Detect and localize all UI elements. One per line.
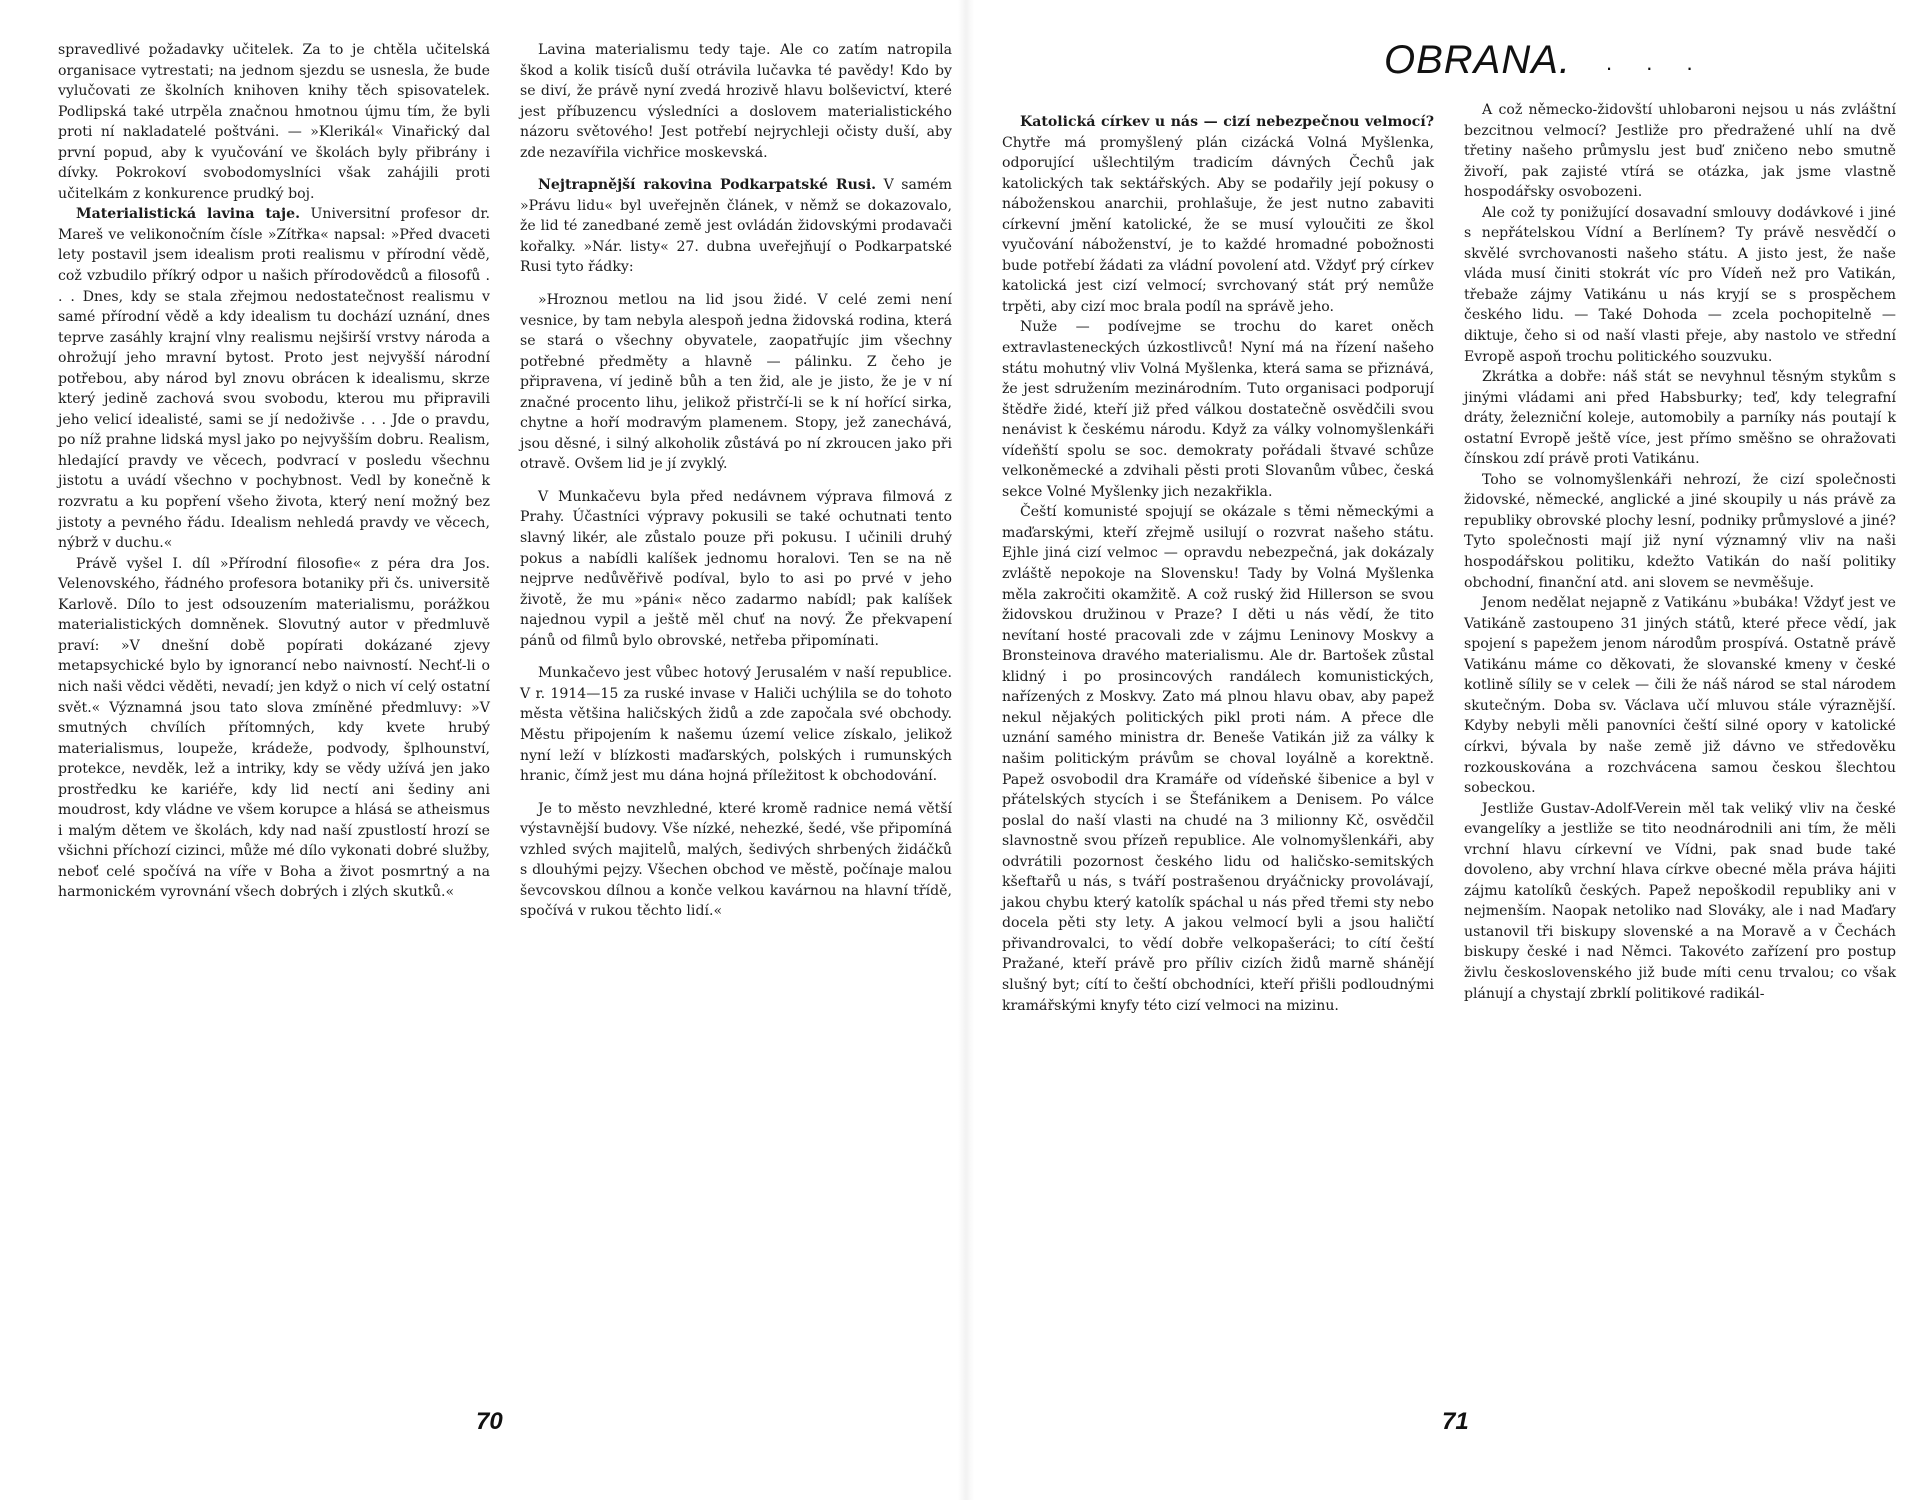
- paragraph-title: Materialistická lavina taje.: [76, 206, 301, 223]
- paragraph-body: Universitní profesor dr. Mareš ve velikonočním čísle »Zítřka« napsal: »Před dvaceti lety postavil jsem idealism proti realismu v přírodní vědě, což vzbudilo příkrý odpor u našich přírodovědců a filosofů . . . Dnes, kdy se stala zřejmou nedostatečnost realismu v samé přírodní vědě a kdy idealism tu dochází uznání, dnes teprve zasáhly krajní vlny realismu nejširší vrstvy národa a ohrožují jeho mravní bytost. Proto jest nejvyšší národní potřebou, aby národ byl znovu obrácen k idealismu, skrze který jedině zachová svou svobodu, kterou mu připravili jeho velicí idealisté, sami se jí nedoživše . . . Jde o pravdu, po níž prahne lidská mysl jako po nejvyšším dobru. Realism, hledající pravdy ve věcech, podvrací v posledu všechnu jistotu a uvádí všechno v pochybnost. Vedl by konečně k rozvratu a ku popření všeho života, který není možný bez jistoty a pevného řádu. Idealism nehledá pravdy ve věcech, nýbrž v duchu.«: [58, 206, 490, 552]
- right-page: [966, 0, 1932, 1500]
- paragraph-katolicka-cirkev: [1002, 112, 1434, 317]
- page-number: 70: [476, 1408, 503, 1435]
- paragraph: V Munkačevu byla před nedávnem výprava filmová z Prahy. Účastníci výpravy pokusili se také ochutnati tento slavný likér, ale zůstalo pouze při pokusu. I učinili druhý pokus a nabídli kalíšek jednomu horalovi. Ten se na ně nejprve nedůvěřivě podíval, bylo to asi po prvé v jeho životě, že mu »páni« něco zadarmo nabídl; pak kalíšek najednou vypil a ještě měl chuť na nový. Že překvapení pánů od filmů bylo obrovské, netřeba připomínati.: [520, 488, 952, 649]
- paragraph: »Hroznou metlou na lid jsou židé. V celé zemi není vesnice, by tam nebyla alespoň jedna židovská rodina, která se stará o všechny obyvatele, zaopatřujíc jim všechny potřebné předměty a hlavně — pálinku. Z čeho je připravena, ví jedině bůh a ten žid, ale je jisto, že je v ní značné procento lihu, jelikož přistrčí-li se k ní hořící sirka, chytne a hoří modravým plamenem. Stopy, jež zanechává, jsou děsné, i silný alkoholik zůstává po ní zkroucen jako při otravě. Ovšem lid je jí zvyklý.: [520, 292, 952, 473]
- paragraph: Toho se volnomyšlenkáři nehrozí, že cizí společnosti židovské, německé, anglické a jiné skoupily u nás právě za republiky obrovské plochy lesní, podniky průmyslové a jiné? Tyto společnosti mají již nyní významný vliv na naši hospodářskou politiku, kdežto Vatikán do naší politiky obchodní, finanční atd. ani slovem se nevměšuje.: [1464, 471, 1896, 591]
- paragraph: Čeští komunisté spojují se okázale s těmi německými a maďarskými, kteří zřejmě usilují o rozvrat našeho státu. Ejhle jiná cizí velmoc — opravdu nebezpečná, jak dokázaly zvláště nepokoje na Slovensku! Tady by Volná Myšlenka měla zakročiti okamžitě. A což ruský žid Hillerson se svou židovskou družinou v Praze? I děti u nás vědí, že tito nevítaní hosté pracovali zde v zájmu Leninovy Moskvy a Bronsteinova dravého materialismu. Ale dr. Bartošek zůstal klidný i po prosincových randálech komunistických, nařízených z Moskvy. Zato má plnou hlavu obav, aby papež nekul nějakých politických pikl proti nám. A přece dle uznání samého ministra dr. Beneše Vatikán již za války k našim politickým právům se choval loyálně a korektně. Papež osvobodil dra Kramáře od vídeňské šibenice a byl v přátelských stycích i se Štefánikem a Denisem. Po válce poslal do naší vlasti na chudé na 3 milionny Kč, osvědčil slavnostně svou přízeň republice. Ale volnomyšlenkáři, aby odvrátili pozornost českého lidu od haličsko-semitských kšeftařů u nás, s tváří postrašenou dryáčnicky provolávají, jakou chybu který katolík spáchal u nás před třemi sty nebo docela pěti sty lety. A jakou velmocí byli a jsou haličtí přivandrovalci, to vědí dobře velkopašeráci; to cítí čeští Pražané, kteří právě pro příliv cizích židů marně shánějí slušný byt; cítí to čeští obchodníci, kteří přišli podloudnými kramářskými knyfy této cizí velmoci na mizinu.: [1002, 504, 1434, 1014]
- paragraph: Lavina materialismu tedy taje. Ale co zatím natropila škod a kolik tisíců duší otrávila lučavka té pavědy! Kdo by se diví, že právě nyní zvedá hrozivě hlavu bolševictví, které jest příbuzencu výsledníci a doslovem materialistického názoru světového! Jest potřebí nejrychleji očisty duší, aby zde nezavířila vichřice moskevská.: [520, 42, 952, 161]
- paragraph-title: Nejtrapnější rakovina Podkarpatské Rusi.: [538, 177, 877, 194]
- paragraph: A což německo-židovští uhlobaroni nejsou u nás zvláštní bezcitnou velmocí? Jestliže pro předražené uhlí na dvě třetiny našeho průmyslu jest buď zničeno nebo smutně živoří, pak zajisté vtírá se otázka, jak jsme vlastně hospodářsky osvobozeni.: [1464, 102, 1896, 201]
- paragraph: Právě vyšel I. díl »Přírodní filosofie« z péra dra Jos. Velenovského, řádného profesora botaniky při čs. universitě Karlově. Dílo to jest odsouzením materialismu, porážkou materialistických domněnek. Slovutný autor v předmluvě praví: »V dnešní době popírati dokázané zjevy metapsychické bylo by ignorancí nebo naivností. Nechť-li o nich naši vědci věděti, nevadí; jen když o nich ví celý ostatní svět.« Významná jsou tato slova zmíněné předmluvy: »V smutných chvílích přítomných, kdy kvete hrubý materialismus, loupeže, krádeže, podvody, šplhounství, protekce, nevděk, lež a intriky, kdy se vědy užívá jen jako prostředku ke kariéře, kdy lid nectí ani šediny ani moudrost, kdy vládne ve všem korupce a hlásá se atheismus i malým dětem ve školách, kdy nad naší zpustlostí hrozí se všichni příchozí cizinci, může mé dílo vykonati dobré služby, neboť celé spočívá na víře v Boha a život posmrtný a na harmonickém vyrovnání všech dobrých i zlých skutků.«: [58, 555, 490, 901]
- paragraph: Nuže — podívejme se trochu do karet oněch extravlasteneckých úzkostlivců! Nyní má na řízení našeho státu mohutný vliv Volná Myšlenka, která sama se přiznává, že jest sdružením mezinárodním. Tuto organisaci podporují štědře židé, kteří již před válkou dostatečně osvědčili svou nenávist k českému národu. Když za války volnomyšlenkáři vídeňští spolu se soc. demokraty pořádali štvavé schůze velkoněmecké a zdvihali pěsti proti Slovanům vůbec, česká sekce Volné Myšlenky jich nezakřikla.: [1002, 319, 1434, 500]
- paragraph: Zkrátka a dobře: náš stát se nevyhnul těsným stykům s jinými vládami ani před Habsburky; teď, kdy telegrafní dráty, železniční koleje, automobily a parníky nás poutají k ostatní Evropě ještě více, jest přímo směšno se ohražovati čínskou zdí právě proti Vatikánu.: [1464, 369, 1896, 468]
- right-page-column-2: [1464, 100, 1896, 1004]
- left-page-column-2: [520, 40, 952, 922]
- page-number: 71: [1442, 1408, 1469, 1435]
- paragraph: Je to město nevzhledné, které kromě radnice nemá větší výstavnější budovy. Vše nízké, nehezké, šedé, vše připomíná vzhled svých majitelů, malých, šedivých shrbených židáčků s dlouhými pejzy. Všechen obchod ve městě, počínaje malou ševcovskou dílnou a konče velkou kavárnou na hlavní třídě, spočívá v rukou těchto lidí.«: [520, 800, 952, 920]
- right-page-column-1: [1002, 112, 1434, 1016]
- paragraph-materialisticka-lavina: [58, 204, 490, 553]
- paragraph-rakovina-podkarpatske-rusi: [520, 175, 952, 278]
- running-heading: OBRANA.: [1384, 38, 1572, 82]
- heading-ornament: . . .: [1606, 50, 1707, 75]
- paragraph-body: V samém »Právu lidu« byl uveřejněn článek, v němž se dokazovalo, že lid té zanedbané země jest ovládán židovskými prodavači kořalky. »Nár. listy« 27. dubna uveřejňují o Podkarpatské Rusi tyto řádky:: [520, 177, 953, 276]
- paragraph: Jestliže Gustav-Adolf-Verein měl tak veliký vliv na české evangelíky a jestliže se tito neodnárodnili ani tím, že měli vrchní hlavu církevní ve Vídni, pak snad bude také dovoleno, aby vrchní hlava církve obecné měla práva hájiti zájmu katolíků českých. Papež nepoškodil republiky ani v nejmenším. Naopak netoliko nad Slováky, ale i nad Maďary ustanovil tři biskupy slovenské a na Moravě a v Čechách biskupy české i nad Němci. Takovéto zařízení pro postup živlu československého již bude míti cenu trvalou; co však plánují a chystají zbrklí politikové radikál-: [1464, 800, 1896, 1002]
- left-page-column-1: [58, 40, 490, 903]
- paragraph: spravedlivé požadavky učitelek. Za to je chtěla učitelská organisace vytrestati; na jednom sjezdu se usnesla, že bude vylučovati ze školních knihoven knihy těch spisovatelek. Podlipská také utrpěla značnou hmotnou újmu tím, že byli proti ní nakladatelé poštváni. — »Klerikál« Vinařický dal první popud, aby k vyučování ve školách byly přibrány i dívky. Pokrokoví svobodomyslníci však zahájili proti učitelkám z konkurence prudký boj.: [58, 42, 490, 202]
- paragraph: Munkačevo jest vůbec hotový Jerusalém v naší republice. V r. 1914—15 za ruské invase v Haliči uchýlila se do tohoto města většina haličských židů a zde započala své obchody. Městu připojením k našemu území velice získalo, jelikož nyní leží v blízkosti maďarských, polských i rumunských hranic, čímž jest mu dána hojná příležitost k obchodování.: [520, 665, 952, 785]
- paragraph: Jenom nedělat nejapně z Vatikánu »bubáka! Vždyť jest ve Vatikáně zastoupeno 31 jiných států, které přece vědí, jak spojení s papežem jenom národům prospívá. Ostatně právě Vatikánu máme co děkovati, že slovanské kmeny v české kotlině sílily se v celek — čili že náš národ se stal národem skutečným. Doba sv. Václava učí mluvou stále výraznější. Kdyby nebyli měli panovníci čeští silné opory v katolické církvi, bývala by naše země již dávno ve středověku rozkouskována a rozchvácena samou českou šlechtou sobeckou.: [1464, 595, 1896, 797]
- paragraph-body: Chytře má promyšlený plán cizácká Volná Myšlenka, odporující ušlechtilým tradicím dávných Čechů jak katolických tak sektářských. Aby se podařily její pokusy o náboženskou anarchii, prohlašuje, že jest nutno zabaviti církevní jmění katolické, že se musí vyloučiti ze škol vyučování náboženství, je to každé hromadné pobožnosti bude potřebí žádati za vládní povolení atd. Vždyť prý církev katolická jest cizí velmocí; svrchovaný stát prý nemůže trpěti, aby cizí moc brala podíl na správě jeho.: [1002, 134, 1434, 315]
- paragraph-title: Katolická církev u nás — cizí nebezpečnou velmocí?: [1020, 114, 1434, 130]
- paragraph: Ale což ty ponižující dosavadní smlouvy dodávkové i jiné s nepřátelskou Vídní a Berlínem? Ty právě nesvědčí o skvělé svrchovanosti našeho státu. A jisto jest, že naše vláda musí činiti stokrát víc pro Vídeň než pro Vatikán, třebaže zájmy Vatikánu u nás kryjí se s prospěchem českého lidu. — Také Dohoda — zcela pochopitelně — diktuje, čeho si od naší vlasti přeje, aby nastolo ve střední Evropě aspoň trochu politického souzvuku.: [1464, 204, 1896, 365]
